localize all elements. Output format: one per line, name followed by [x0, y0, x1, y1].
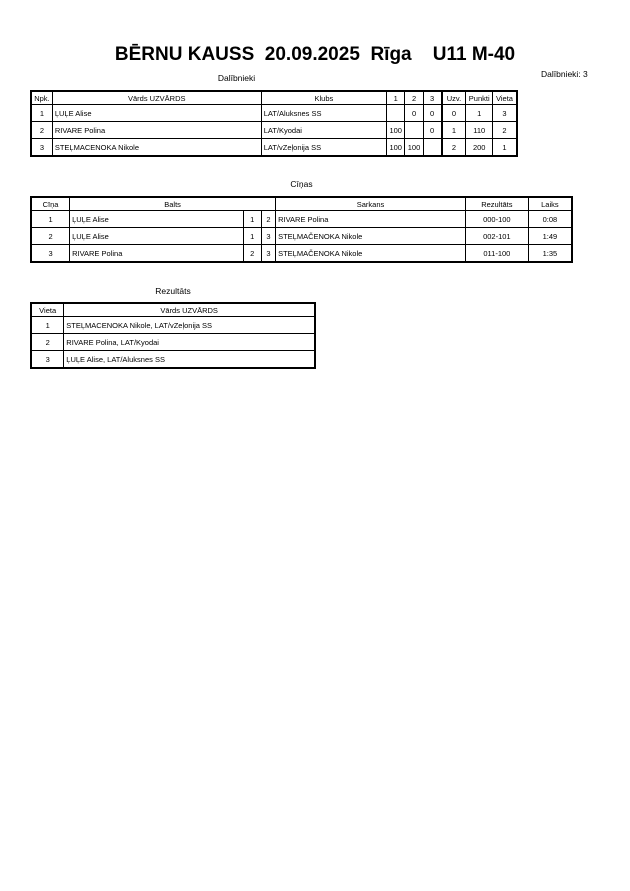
table-cell: 0:08	[528, 211, 572, 228]
table-cell: 000-100	[465, 211, 528, 228]
column-header: Uzv.	[442, 91, 466, 105]
table-cell: 3	[31, 351, 64, 369]
table-cell: STEĻMACENOKA Nikole, LAT/vZeļonija SS	[64, 317, 315, 334]
table-cell: STEĻMACENOKA Nikole	[52, 139, 261, 157]
table-cell: ĻUĻE Alise	[70, 228, 244, 245]
participants-caption: Dalībnieki	[217, 73, 256, 83]
table-cell: 2	[243, 245, 261, 263]
table-cell: LAT/vZeļonija SS	[261, 139, 386, 157]
table-cell: 2	[31, 122, 52, 139]
table-cell: 3	[261, 228, 275, 245]
table-cell: 0	[423, 105, 441, 122]
participants-table	[30, 90, 518, 157]
table-cell: RIVARE Polina	[52, 122, 261, 139]
table-cell: STEĻMAČENOKA Nikole	[276, 245, 466, 263]
table-cell: 3	[492, 105, 517, 122]
table-cell: 1	[31, 317, 64, 334]
table-cell: 1:49	[528, 228, 572, 245]
table-cell: 100	[387, 122, 405, 139]
table-cell: 100	[405, 139, 423, 157]
column-header: 1	[387, 91, 405, 105]
table-cell: 200	[466, 139, 492, 157]
column-header: Cīņa	[31, 197, 70, 211]
table-row	[31, 245, 572, 263]
participants-count: Dalībnieki: 3	[541, 69, 588, 79]
table-cell: 3	[31, 245, 70, 263]
table-cell: 1	[466, 105, 492, 122]
table-row	[31, 334, 315, 351]
table-row	[31, 105, 517, 122]
column-header: Balts	[70, 197, 276, 211]
table-cell: RIVARE Polina, LAT/Kyodai	[64, 334, 315, 351]
table-header-row	[31, 303, 315, 317]
table-cell: 0	[423, 122, 441, 139]
bouts-caption: Cīņas	[290, 179, 313, 189]
table-cell: LAT/Kyodai	[261, 122, 386, 139]
table-cell: 002-101	[465, 228, 528, 245]
table-row	[31, 122, 517, 139]
column-header: Vieta	[492, 91, 517, 105]
table-cell	[423, 139, 441, 157]
table-cell: 2	[31, 228, 70, 245]
table-row	[31, 228, 572, 245]
column-header: Npk.	[31, 91, 52, 105]
table-cell: 2	[31, 334, 64, 351]
column-header: Rezultāts	[465, 197, 528, 211]
table-cell: 2	[442, 139, 466, 157]
table-cell: 0	[442, 105, 466, 122]
table-cell: 1	[31, 105, 52, 122]
table-cell	[405, 122, 423, 139]
table-cell: 1	[442, 122, 466, 139]
table-cell: LAT/Aluksnes SS	[261, 105, 386, 122]
table-cell: 1	[243, 228, 261, 245]
table-cell: 100	[387, 139, 405, 157]
table-cell	[387, 105, 405, 122]
page-title: BĒRNU KAUSS 20.09.2025 Rīga U11 M-40	[114, 44, 516, 65]
table-row	[31, 351, 315, 369]
table-cell: 1	[243, 211, 261, 228]
column-header: Vieta	[31, 303, 64, 317]
table-cell: 1	[492, 139, 517, 157]
column-header: Punkti	[466, 91, 492, 105]
column-header: Laiks	[528, 197, 572, 211]
table-header-row	[31, 91, 517, 105]
table-cell: 110	[466, 122, 492, 139]
table-cell: STEĻMAČENOKA Nikole	[276, 228, 466, 245]
table-header-row	[31, 197, 572, 211]
column-header: 2	[405, 91, 423, 105]
column-header: Vārds UZVĀRDS	[52, 91, 261, 105]
column-header: 3	[423, 91, 441, 105]
table-row	[31, 211, 572, 228]
table-cell: 3	[261, 245, 275, 263]
table-cell: ĻUĻE Alise	[52, 105, 261, 122]
results-table	[30, 302, 316, 369]
table-row	[31, 139, 517, 157]
table-cell: 2	[492, 122, 517, 139]
table-cell: ĻUĻE Alise, LAT/Aluksnes SS	[64, 351, 315, 369]
column-header: Klubs	[261, 91, 386, 105]
table-cell: 011-100	[465, 245, 528, 263]
table-cell: 2	[261, 211, 275, 228]
results-caption: Rezultāts	[155, 286, 191, 296]
table-row	[31, 317, 315, 334]
table-cell: RIVARE Polina	[276, 211, 466, 228]
table-cell: ĻUĻE Alise	[70, 211, 244, 228]
bouts-table	[30, 196, 573, 263]
column-header: Vārds UZVĀRDS	[64, 303, 315, 317]
table-cell: RIVARE Polina	[70, 245, 244, 263]
table-cell: 1	[31, 211, 70, 228]
table-cell: 0	[405, 105, 423, 122]
column-header: Sarkans	[276, 197, 466, 211]
table-cell: 1:35	[528, 245, 572, 263]
table-cell: 3	[31, 139, 52, 157]
